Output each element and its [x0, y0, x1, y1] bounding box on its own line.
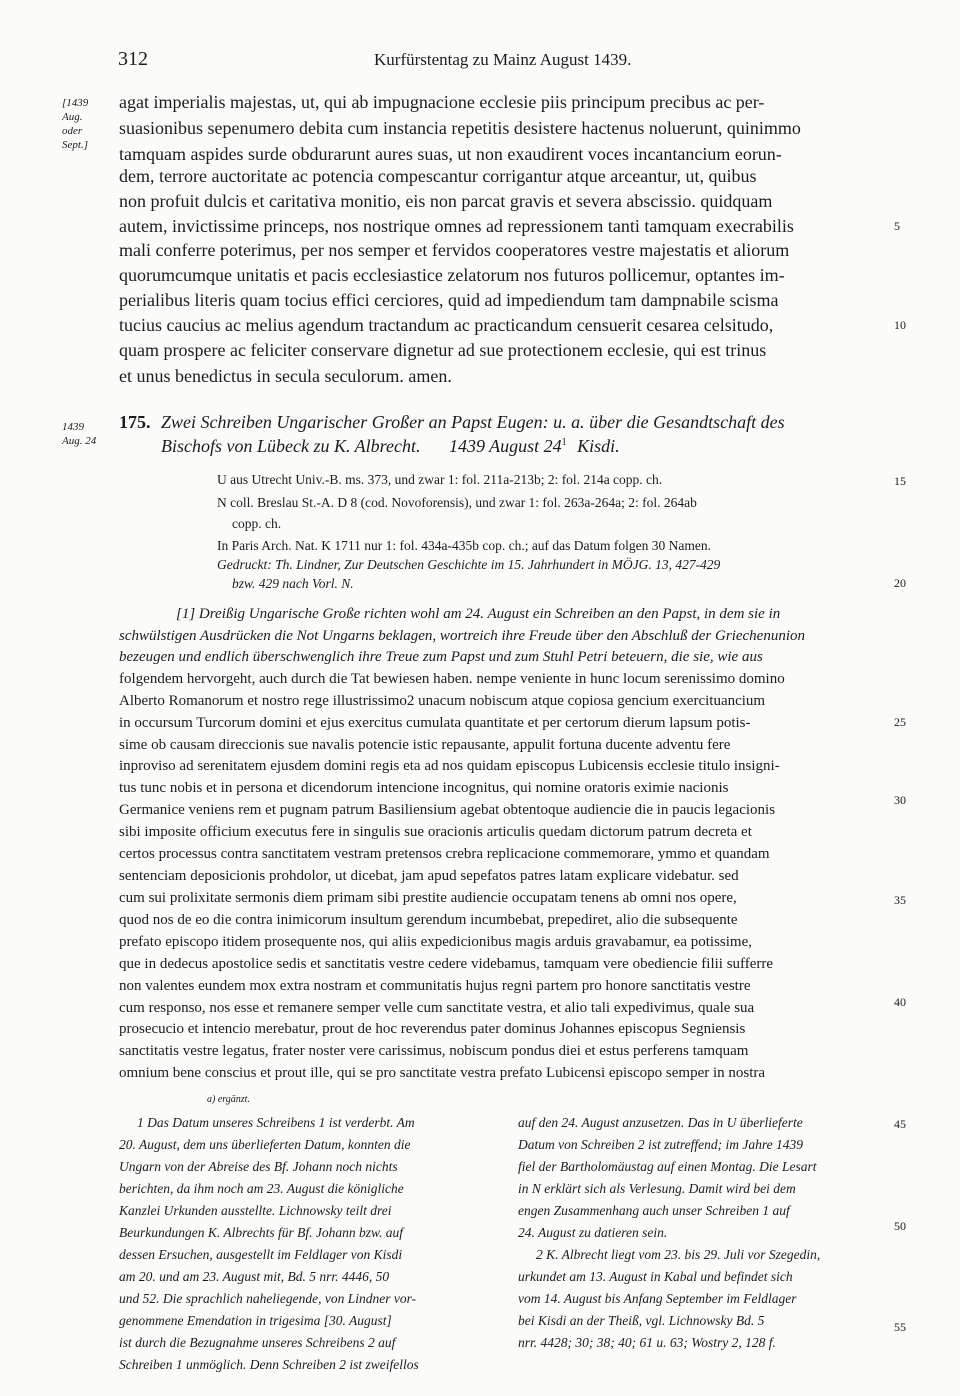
line-number: 30 — [894, 793, 906, 807]
document-date: 1439 August 24 — [448, 436, 562, 456]
footnote-line: auf den 24. August anzusetzen. Das in U überlieferte — [518, 1115, 803, 1130]
source-line: bzw. 429 nach Vorl. N. — [232, 576, 354, 591]
margin-date-note: [1439 Aug. oder Sept.] — [62, 97, 89, 151]
text-note: a) ergänzt. — [207, 1094, 250, 1105]
footnote-line: und 52. Die sprachlich naheliegende, von Lindner vor- — [119, 1291, 417, 1306]
source-line: U aus Utrecht Univ.-B. ms. 373, und zwar 1: fol. 211a-213b; 2: fol. 214a copp. ch. — [217, 472, 663, 487]
line-number: 35 — [894, 893, 906, 907]
letter-line: cum sui prolixitate sermonis diem primam sibi prestite audiencie occupatam tenens ab omni nos opere, — [119, 890, 737, 906]
line-number: 55 — [894, 1320, 906, 1334]
source-line: copp. ch. — [232, 516, 282, 531]
letter-line: certos processus contra sanctitatem vestram pretensos crebra replicacione commemorare, ymmo et quandam — [119, 846, 770, 862]
document-number: 175. — [119, 412, 151, 432]
footnote-line: in N erklärt sich als Verlesung. Damit wird bei dem — [518, 1181, 796, 1196]
letter-line: sentenciam deposicionis prohdolor, ut dicebat, jam apud sepefatos patres latam explicare videbatur. sed — [119, 868, 739, 884]
letter-line: que in dedecus apostolice sedis et sanctitatis vestre cedere videbamus, tamquam vere obediencie filii sufferre — [119, 956, 774, 972]
footnote-line: Ungarn von der Abreise des Bf. Johann noch nichts — [119, 1159, 398, 1174]
footnote-line: genommene Emendation in trigesima [30. August] — [119, 1313, 392, 1328]
letter-line: omnium bene conscius et prout ille, qui se pro sanctitate vestra prefato Lubicensi episcopo semper in nostra — [119, 1065, 766, 1081]
body-line: mali conferre poterimus, per nos semper et fervidos cooperatores vestre majestatis et aliorum — [119, 240, 790, 260]
body-line: suasionibus sepenumero debita cum instancia repetitis desistere hactenus noluerunt, quinimmo — [119, 118, 801, 138]
letter-line: cum responso, nos esse et remanere semper velle cum sanctitate vestra, et alio tali expedivimus, quale sua — [119, 1000, 755, 1016]
footnote-line: nrr. 4428; 30; 38; 40; 61 u. 63; Wostry 2, 128 f. — [518, 1335, 776, 1350]
footnote-line: am 20. und am 23. August mit, Bd. 5 nrr. 4446, 50 — [119, 1269, 390, 1284]
line-number: 10 — [894, 318, 906, 332]
footnote-line: Beurkundungen K. Albrechts für Bf. Johann bzw. auf — [119, 1225, 403, 1240]
line-number: 25 — [894, 715, 906, 729]
footnote-line: 20. August, dem uns überlieferten Datum, konnten die — [119, 1137, 411, 1152]
footnote-line: fiel der Bartholomäustag auf einen Montag. Die Lesart — [518, 1159, 817, 1174]
letter-line: sibi imposite officium executus fere in singulis sue oracionis articulis quedam dictorum patrum decreta et — [119, 824, 752, 840]
line-number: 40 — [894, 995, 906, 1009]
footnote-line: Schreiben 1 unmöglich. Denn Schreiben 2 ist zweifellos — [119, 1357, 419, 1372]
footnote-line: Kanzlei Urkunden ausstellte. Lichnowsky teilt drei — [119, 1203, 392, 1218]
letter-line: sanctitatis vestre legatus, frater noster vere carissimus, nobiscum pondus diei et estus perferens tamquam — [119, 1043, 749, 1059]
letter-line: folgendem hervorgeht, auch durch die Tat bewiesen haben. nempe veniente in hunc locum serenissimo domino — [119, 671, 785, 687]
body-line: tamquam aspides surde obdurarunt aures suas, ut non exaudirent voces incantancium eorun- — [119, 144, 782, 164]
document-heading-line2 — [161, 436, 620, 457]
letter-line: quod nos de eo die contra inimicorum insultum gerendum incumbebat, prepediret, alio die subsequente — [119, 912, 738, 928]
line-number: 50 — [894, 1219, 906, 1233]
letter-line: Germanice veniens rem et pugnam patrum Basiliensium agebat obtentoque audiencie die in paucis legacionis — [119, 802, 776, 818]
footnote-line: ist durch die Bezugnahme unseres Schreibens 2 auf — [119, 1335, 396, 1350]
footnote-line: dessen Ersuchen, ausgestellt im Feldlager von Kisdi — [119, 1247, 403, 1262]
footnote-line: berichten, da ihm noch am 23. August die königliche — [119, 1181, 404, 1196]
footnote-line: 2 K. Albrecht liegt vom 23. bis 29. Juli vor Szegedin, — [536, 1247, 821, 1262]
document-heading — [119, 412, 785, 433]
letter-line: Alberto Romanorum et nostro rege illustrissimo2 unacum nobiscum atque copiosa gencium exercituancium — [119, 693, 766, 709]
footnote-line: engen Zusammenhang auch unser Schreiben 1 auf — [518, 1203, 790, 1218]
document-place: Kisdi. — [577, 436, 620, 456]
line-number: 5 — [894, 219, 900, 233]
letter-line: schwülstigen Ausdrücken die Not Ungarns beklagen, wortreich ihre Freude über den Abschluß der Griechenunion — [119, 628, 806, 644]
body-line: tucius caucius ac melius agendum tractandum ac practicandum censuerit cesarea celsitudo, — [119, 315, 774, 335]
letter-line: [1] Dreißig Ungarische Große richten wohl am 24. August ein Schreiben an den Papst, in dem sie in — [176, 606, 781, 622]
footnote-line: urkundet am 13. August in Kabal und befindet sich — [518, 1269, 793, 1284]
body-line: et unus benedictus in secula seculorum. amen. — [119, 366, 452, 386]
letter-line: prefato episcopo itidem prosequente nos, qui aliis expedicionibus magis arduis gravabamur, ea potissime, — [119, 934, 752, 950]
body-line: perialibus literis quam tocius effici cerciores, quid ad impediendum tam dampnabile scisma — [119, 290, 779, 310]
body-line: quorumcumque unitatis et pacis ecclesiastice zelatorum nos futuros pollicemur, optantes im- — [119, 265, 785, 285]
source-line: N coll. Breslau St.-A. D 8 (cod. Novoforensis), und zwar 1: fol. 263a-264a; 2: fol. 264ab — [217, 495, 697, 510]
margin-doc-date: 1439 Aug. 24 — [62, 421, 97, 447]
line-number: 15 — [894, 474, 906, 488]
letter-line: tus tunc nobis et in persona et dicendorum intencione incognitus, qui nomine oratoris eximie nacionis — [119, 780, 729, 796]
footnote-line: Datum von Schreiben 2 ist zutreffend; im Jahre 1439 — [518, 1137, 803, 1152]
line-number: 20 — [894, 576, 906, 590]
letter-line: bezeugen und endlich überschwenglich ihre Treue zum Papst und zum Stuhl Petri beteuern, die sie, wie aus — [119, 649, 763, 665]
page-number: 312 — [118, 48, 148, 70]
line-number: 45 — [894, 1117, 906, 1131]
document-title-cont: Bischofs von Lübeck zu K. Albrecht. — [161, 436, 421, 456]
body-line: dem, terrore auctoritate ac potencia compescantur corrigantur atque arceantur, ut, quibus — [119, 166, 757, 186]
source-line: Gedruckt: Th. Lindner, Zur Deutschen Geschichte im 15. Jahrhundert in MÖJG. 13, 427-429 — [217, 557, 721, 572]
letter-line: prosecucio et intencio merebatur, prout de hoc reverendus pater dominus Johannes episcopus Segniensis — [119, 1021, 746, 1037]
source-line: In Paris Arch. Nat. K 1711 nur 1: fol. 434a-435b cop. ch.; auf das Datum folgen 30 Namen. — [217, 538, 712, 553]
body-line: quam prospere ac feliciter conservare dignetur ad sue protectionem ecclesie, qui est trinus — [119, 340, 767, 360]
body-line: agat imperialis majestas, ut, qui ab impugnacione ecclesie piis principum precibus ac per- — [119, 92, 765, 112]
letter-line: sime ob causam direccionis sue navalis potencie istic repausante, appulit fortuna ducente adventu fere — [119, 737, 731, 753]
body-line: non profuit dulcis et caritativa monitio, eis non parcat gravis et severa abscissio. quidquam — [119, 191, 773, 211]
document-title: Zwei Schreiben Ungarischer Großer an Papst Eugen: u. a. über die Gesandtschaft des — [161, 412, 785, 432]
footnote-line: 1 Das Datum unseres Schreibens 1 ist verderbt. Am — [137, 1115, 415, 1130]
body-line: autem, invictissime princeps, nos nostrique omnes ad repressionem tanti tamquam execrabilis — [119, 216, 794, 236]
letter-line: inproviso ad serenitatem ejusdem domini regis eta ad nos quidam episcopus Lubicensis ecclesie titulo insigni- — [119, 758, 780, 774]
running-title: Kurfürstentag zu Mainz August 1439. — [374, 50, 632, 69]
footnote-line: bei Kisdi an der Theiß, vgl. Lichnowsky Bd. 5 — [518, 1313, 765, 1328]
footnote-line: 24. August zu datieren sein. — [518, 1225, 668, 1240]
footnote-line: vom 14. August bis Anfang September im Feldlager — [518, 1291, 797, 1306]
letter-line: in occursum Turcorum domini et ejus exercitus cumulata quantitate et per certorum dierum lapsum potis- — [119, 715, 751, 731]
footnote-ref: 1 — [561, 437, 567, 448]
letter-line: non valentes eundem mox extra nostram et communitatis hujus regni partem pro honore sanctitatis vestre — [119, 978, 751, 994]
